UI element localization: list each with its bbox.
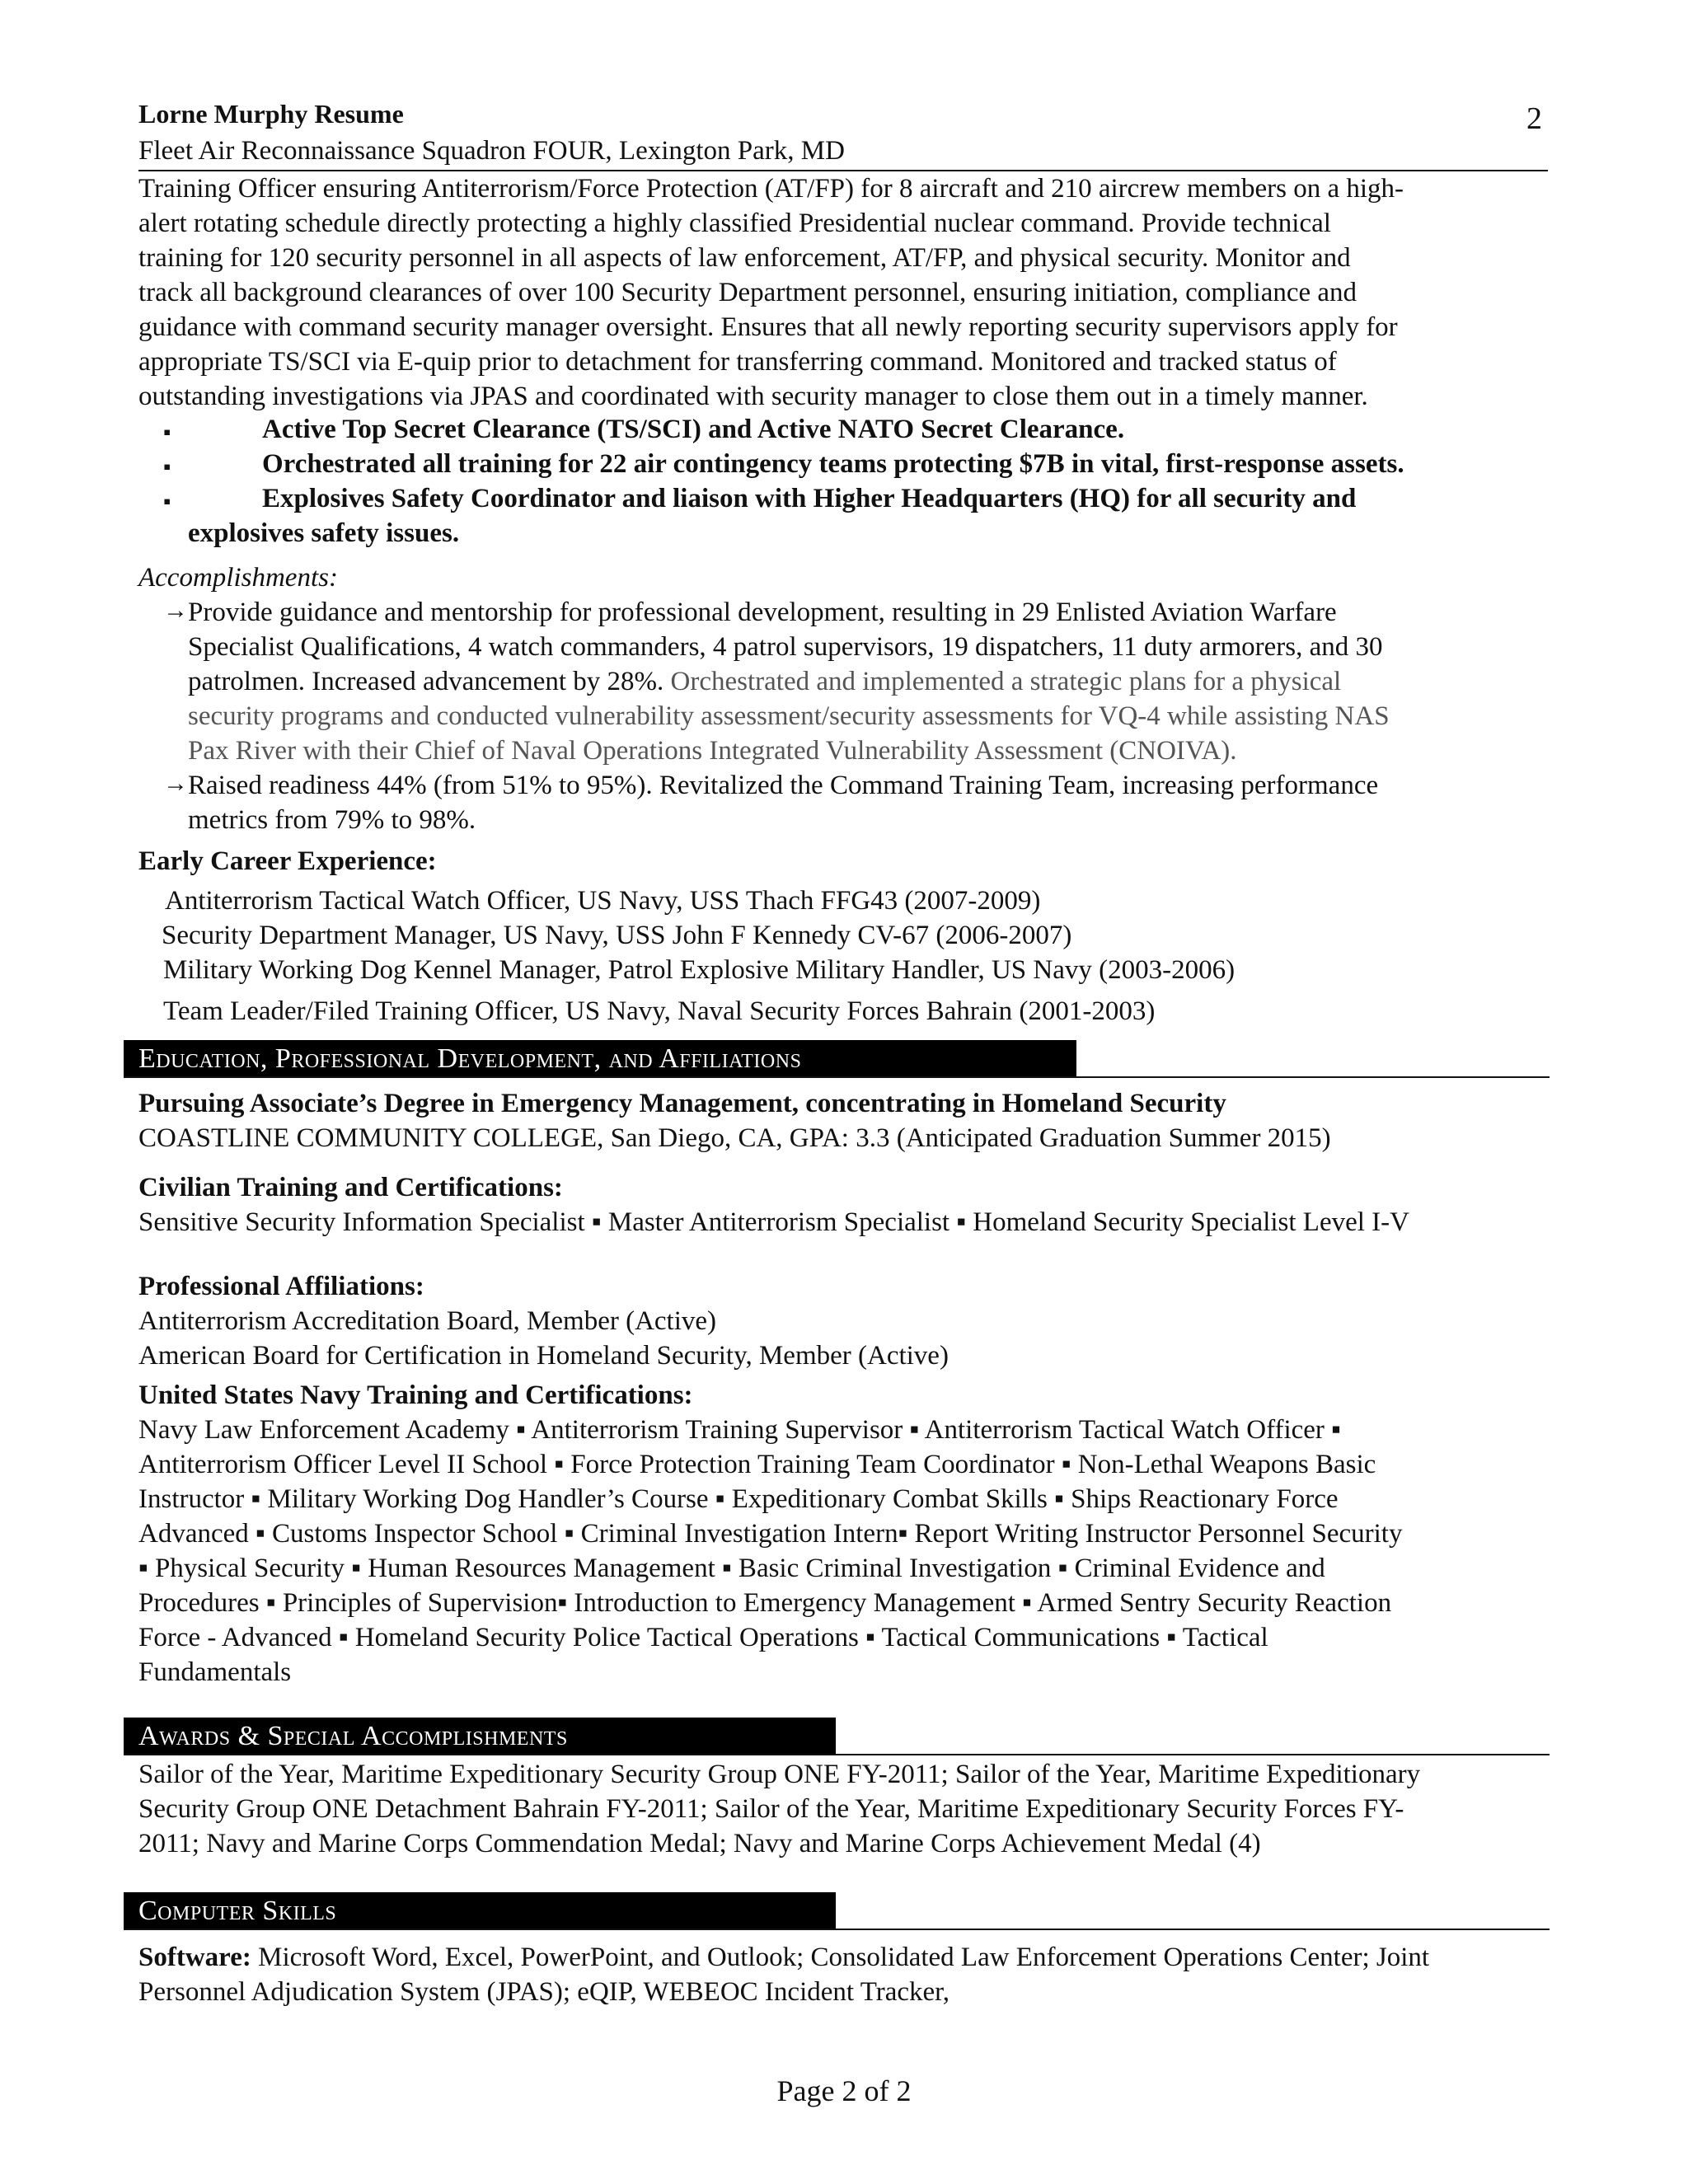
software-label: Software: <box>138 1943 251 1972</box>
awards-section-header: Awards & Special Accomplishments <box>124 1718 836 1755</box>
accomplishment-1-gray-line: Pax River with their Chief of Naval Operations Integrated Vulnerability Assessment (CNOIVA). <box>188 736 1237 766</box>
navy-training-line: Force - Advanced ▪ Homeland Security Police Tactical Operations ▪ Tactical Communications ▪ Tactical <box>138 1623 1268 1652</box>
training-officer-paragraph <box>138 171 1556 414</box>
awards-line: 2011; Navy and Marine Corps Commendation Medal; Navy and Marine Corps Achievement Medal (4) <box>138 1829 1261 1858</box>
paragraph-line: guidance with command security manager oversight. Ensures that all newly reporting security supervisors apply for <box>138 312 1398 342</box>
accomplishment-1-line: Provide guidance and mentorship for professional development, resulting in 29 Enlisted Aviation Warfare <box>188 598 1337 627</box>
navy-training-heading: United States Navy Training and Certifications: <box>138 1380 693 1410</box>
accomplishment-1-line-mixed <box>188 664 1341 699</box>
early-career-item: Security Department Manager, US Navy, USS John F Kennedy CV-67 (2006-2007) <box>162 921 1072 950</box>
paragraph-line: Training Officer ensuring Antiterrorism/Force Protection (AT/FP) for 8 aircraft and 210 aircrew members on a high- <box>138 174 1404 204</box>
computer-skills-section-header: Computer Skills <box>124 1892 836 1930</box>
accomplishments-heading: Accomplishments: <box>138 563 338 593</box>
awards-line: Sailor of the Year, Maritime Expeditionary Security Group ONE FY-2011; Sailor of the Year, Maritime Expeditionary <box>138 1760 1421 1789</box>
page-number: 2 <box>1526 101 1542 136</box>
software-line <box>138 1940 1429 1975</box>
resume-name-title: Lorne Murphy Resume <box>138 99 404 129</box>
bullet-item-clearance: Active Top Secret Clearance (TS/SCI) and Active NATO Secret Clearance. <box>262 415 1125 444</box>
accomplishment-2-line: metrics from 79% to 98%. <box>188 805 476 835</box>
awards-line: Security Group ONE Detachment Bahrain FY-2011; Sailor of the Year, Maritime Expeditionary Security Forces FY- <box>138 1794 1404 1824</box>
bullet-item-explosives: Explosives Safety Coordinator and liaison with Higher Headquarters (HQ) for all security and <box>262 484 1357 513</box>
navy-training-line: Instructor ▪ Military Working Dog Handler’s Course ▪ Expeditionary Combat Skills ▪ Ships Reactionary Force <box>138 1484 1339 1514</box>
civilian-training-text: Sensitive Security Information Specialist ▪ Master Antiterrorism Specialist ▪ Homeland Security Specialist Level I-V <box>138 1207 1409 1237</box>
bullet-square-icon: ▪ <box>163 420 171 444</box>
awards-paragraph <box>138 1757 1556 1861</box>
paragraph-line: alert rotating schedule directly protecting a highly classified Presidential nuclear command. Provide technical <box>138 209 1331 238</box>
navy-training-line: Navy Law Enforcement Academy ▪ Antiterrorism Training Supervisor ▪ Antiterrorism Tactical Watch Officer ▪ <box>138 1415 1341 1445</box>
school-line: COASTLINE COMMUNITY COLLEGE, San Diego, CA, GPA: 3.3 (Anticipated Graduation Summer 2015) <box>138 1123 1331 1153</box>
affiliations-heading: Professional Affiliations: <box>138 1272 424 1301</box>
civilian-training-heading: Civilian Training and Certifications: <box>138 1173 563 1202</box>
accomplishment-1-gray-text: Orchestrated and implemented a strategic plans for a physical <box>663 667 1342 696</box>
early-career-item: Military Working Dog Kennel Manager, Patrol Explosive Military Handler, US Navy (2003-2006) <box>163 955 1236 985</box>
arrow-right-icon: → <box>163 597 188 624</box>
navy-training-line: Fundamentals <box>138 1657 292 1687</box>
navy-training-line: Procedures ▪ Principles of Supervision▪ Introduction to Emergency Management ▪ Armed Sentry Security Reaction <box>138 1588 1392 1618</box>
early-career-item: Antiterrorism Tactical Watch Officer, US Navy, USS Thach FFG43 (2007-2009) <box>165 886 1041 916</box>
navy-training-list <box>138 1413 1556 1690</box>
page-footer: Page 2 of 2 <box>776 2074 912 2107</box>
paragraph-line: outstanding investigations via JPAS and coordinated with security manager to close them out in a timely manner. <box>138 382 1368 411</box>
degree-title: Pursuing Associate’s Degree in Emergency Management, concentrating in Homeland Security <box>138 1089 1226 1118</box>
navy-training-line: Antiterrorism Officer Level II School ▪ Force Protection Training Team Coordinator ▪ Non-Lethal Weapons Basic <box>138 1450 1376 1479</box>
navy-training-line: ▪ Physical Security ▪ Human Resources Management ▪ Basic Criminal Investigation ▪ Criminal Evidence and <box>138 1554 1325 1583</box>
organization-line: Fleet Air Reconnaissance Squadron FOUR, Lexington Park, MD <box>138 136 845 166</box>
affiliation-item: American Board for Certification in Homeland Security, Member (Active) <box>138 1341 949 1371</box>
arrow-right-icon: → <box>163 770 188 797</box>
navy-training-line: Advanced ▪ Customs Inspector School ▪ Criminal Investigation Intern▪ Report Writing Instructor Personnel Security <box>138 1519 1403 1549</box>
accomplishment-2-line: Raised readiness 44% (from 51% to 95%). Revitalized the Command Training Team, increasing performance <box>188 771 1379 800</box>
paragraph-line: track all background clearances of over 100 Security Department personnel, ensuring initiation, compliance and <box>138 278 1357 307</box>
education-section-header: Education, Professional Development, and Affiliations <box>124 1040 1076 1078</box>
early-career-item: Team Leader/Filed Training Officer, US Navy, Naval Security Forces Bahrain (2001-2003) <box>163 996 1156 1026</box>
affiliation-item: Antiterrorism Accreditation Board, Member (Active) <box>138 1306 717 1336</box>
accomplishment-1-line: Specialist Qualifications, 4 watch commanders, 4 patrol supervisors, 19 dispatchers, 11 duty armorers, and 30 <box>188 632 1383 662</box>
bullet-square-icon: ▪ <box>163 455 171 479</box>
bullet-item-explosives-cont: explosives safety issues. <box>188 518 460 548</box>
section-rule <box>124 1929 1550 1930</box>
software-text: Microsoft Word, Excel, PowerPoint, and Outlook; Consolidated Law Enforcement Operations Center; Joint <box>251 1943 1430 1972</box>
software-line-2: Personnel Adjudication System (JPAS); eQIP, WEBEOC Incident Tracker, <box>138 1977 950 2007</box>
paragraph-line: appropriate TS/SCI via E-quip prior to detachment for transferring command. Monitored and tracked status of <box>138 347 1337 377</box>
accomplishment-1-gray-line: security programs and conducted vulnerability assessment/security assessments for VQ-4 while assisting NAS <box>188 701 1390 731</box>
bullet-square-icon: ▪ <box>163 490 171 513</box>
section-rule <box>124 1076 1550 1078</box>
bullet-item-training: Orchestrated all training for 22 air contingency teams protecting $7B in vital, first-response assets. <box>262 449 1404 479</box>
accomplishment-1-dark-text: patrolmen. Increased advancement by 28%. <box>188 667 664 696</box>
section-rule <box>124 1754 1550 1755</box>
early-career-heading: Early Career Experience: <box>138 846 437 876</box>
paragraph-line: training for 120 security personnel in all aspects of law enforcement, AT/FP, and physical security. Monitor and <box>138 243 1351 273</box>
